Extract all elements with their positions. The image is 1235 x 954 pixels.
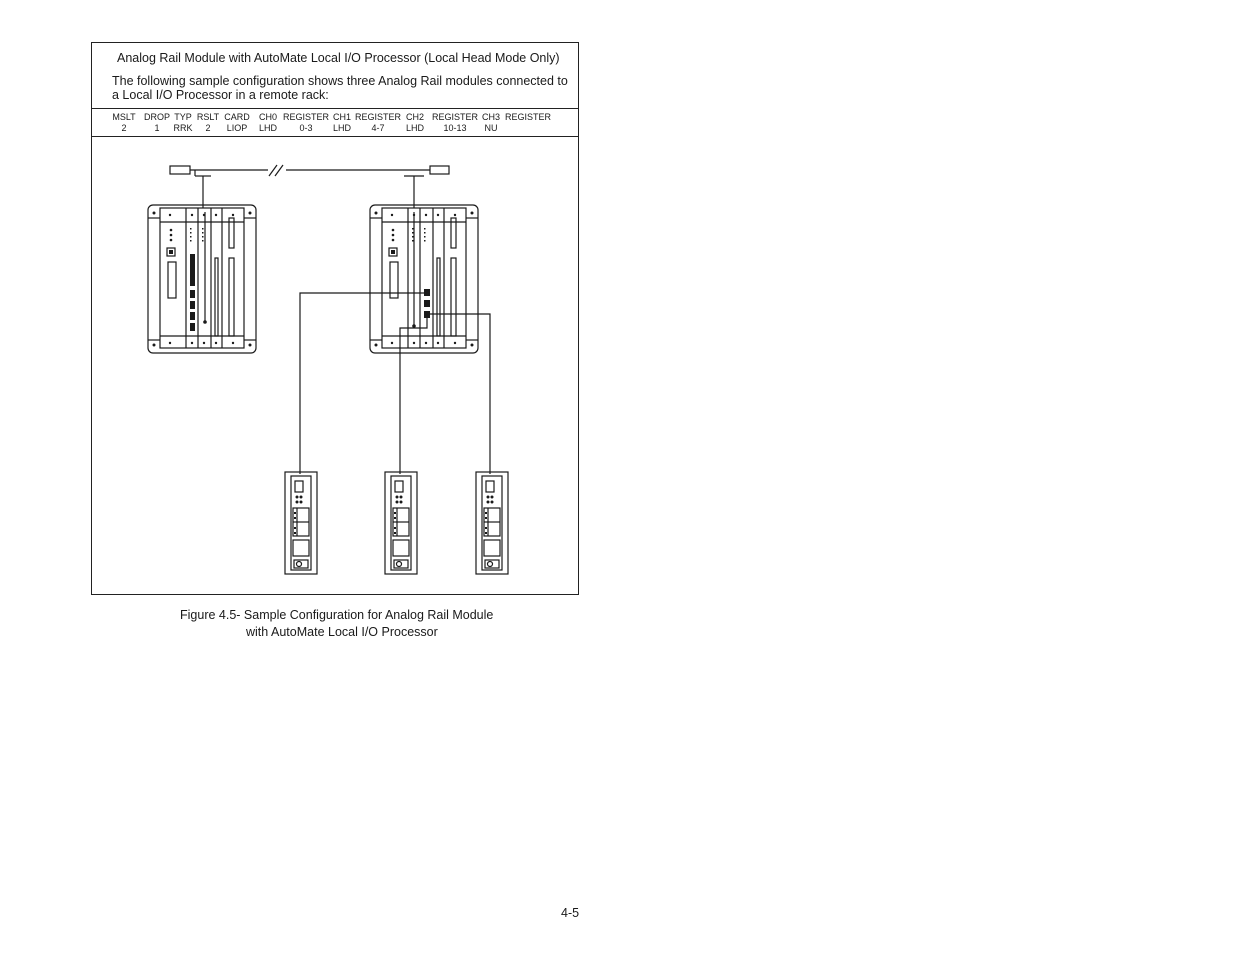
config-column [144,112,170,133]
column-value: 10-13 [443,122,467,133]
column-value: 2 [205,122,211,133]
config-column [112,112,135,133]
column-value: LHD [258,122,278,133]
config-column [482,112,500,133]
column-value: LHD [332,122,352,133]
column-header: CARD [224,112,250,122]
config-column [173,112,192,133]
column-header: CH2 [405,112,425,122]
column-header: RSLT [196,112,220,122]
config-column [283,112,329,133]
column-header: CH3 [481,112,501,122]
config-column [355,112,401,133]
column-header: CH0 [258,112,278,122]
page-number: 4-5 [561,906,580,920]
column-value: LHD [405,122,425,133]
analog-rail-module-2 [385,472,417,574]
config-column [406,112,424,133]
column-value: RRK [173,122,193,133]
column-header: REGISTER [354,112,402,122]
column-header: DROP [143,112,171,122]
figure-caption-line2: with AutoMate Local I/O Processor [246,625,438,639]
analog-rail-module-1 [285,472,317,574]
left-rack [148,205,256,353]
column-header: REGISTER [504,112,552,122]
rail-module-details [294,496,494,535]
column-value: 1 [154,122,160,133]
config-column [197,112,219,133]
analog-rail-module-3 [476,472,508,574]
column-header: REGISTER [431,112,479,122]
configuration-diagram [92,138,578,594]
config-column [259,112,277,133]
table-top-rule [91,108,579,109]
column-value: 2 [121,122,127,133]
column-header: MSLT [112,112,136,122]
config-column [432,112,478,133]
left-rack-fill [153,212,252,347]
right-rack [370,205,478,353]
column-value: 0-3 [299,122,313,133]
column-value: LIOP [226,122,248,133]
config-column [505,112,551,123]
column-header: TYP [174,112,192,122]
column-header: CH1 [332,112,352,122]
right-rack-fill [375,212,474,347]
config-column [224,112,250,133]
intro-paragraph: The following sample configuration shows three Analog Rail modules connected to a Local I/O Processor in a remote rack: [112,74,568,102]
figure-caption-line1: Figure 4.5- Sample Configuration for Analog Rail Module [180,608,494,622]
column-value: 4-7 [371,122,385,133]
network-cable [170,165,449,208]
column-header: REGISTER [282,112,330,122]
column-value: NU [484,122,498,133]
config-column [333,112,351,133]
section-title: Analog Rail Module with AutoMate Local I/O Processor (Local Head Mode Only) [117,51,560,65]
rail-cables [300,293,490,474]
table-bottom-rule [91,136,579,137]
